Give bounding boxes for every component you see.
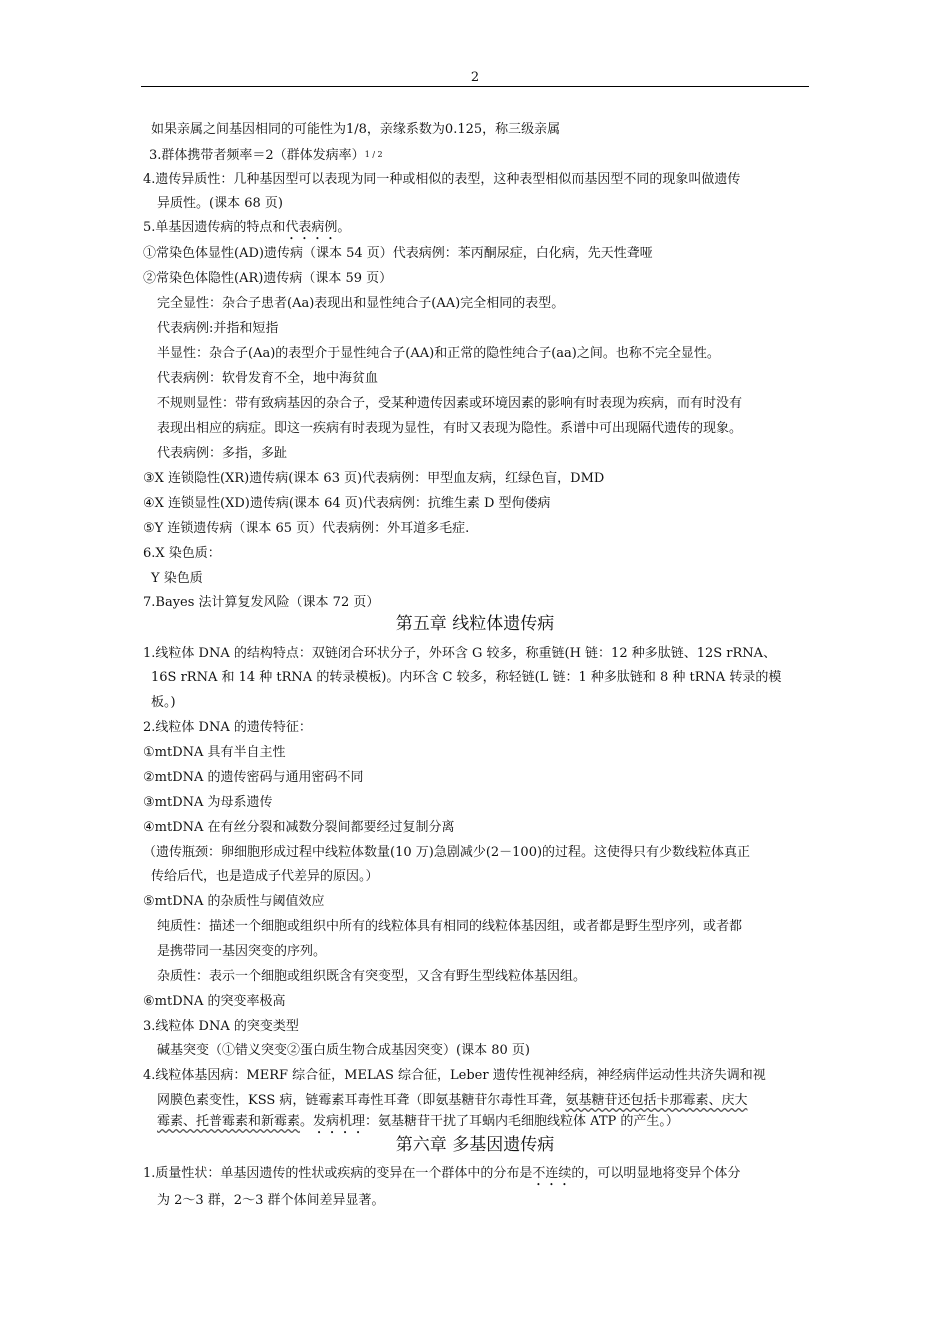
text-span: 。 bbox=[300, 1114, 314, 1129]
text-line: ②常染色体隐性(AR)遗传病（课本 59 页） bbox=[143, 271, 393, 286]
text-line: ④X 连锁显性(XD)遗传病(课本 64 页)代表病例：抗维生素 D 型佝偻病 bbox=[143, 496, 551, 511]
text-line: 为 2～3 群，2～3 群个体间差异显著。 bbox=[157, 1193, 385, 1208]
text-line: 不规则显性：带有致病基因的杂合子，受某种遗传因素或环境因素的影响有时表现为疾病，而有时没有 bbox=[157, 396, 743, 411]
text-line bbox=[143, 219, 350, 243]
page-number: 2 bbox=[470, 70, 480, 85]
text-line: ③mtDNA 为母系遗传 bbox=[143, 795, 273, 810]
text-line: 16S rRNA 和 14 种 tRNA 的转录模板)。内环含 C 较多，称轻链(L 链：1 种多肽链和 8 种 tRNA 转录的模 bbox=[151, 670, 782, 685]
text-line: 表现出相应的病症。即这一疾病有时表现为显性，有时又表现为隐性。系谱中可出现隔代遗传的现象。 bbox=[157, 421, 743, 436]
text-line: ③X 连锁隐性(XR)遗传病(课本 63 页)代表病例：甲型血友病，红绿色盲，DMD bbox=[143, 471, 605, 486]
text-line: 异质性。(课本 68 页) bbox=[157, 196, 283, 211]
text-span: 3.群体携带者频率＝2（群体发病率） bbox=[149, 148, 365, 163]
text-line: 代表病例：多指，多趾 bbox=[157, 446, 288, 461]
superscript: 1 / 2 bbox=[364, 150, 383, 159]
text-line: 板。) bbox=[151, 695, 176, 710]
text-span: ：氨基糖苷干扰了耳蜗内毛细胞线粒体 ATP 的产生。） bbox=[365, 1114, 679, 1129]
text-line: ①mtDNA 具有半自主性 bbox=[143, 745, 286, 760]
text-line: 是携带同一基因突变的序列。 bbox=[157, 944, 327, 959]
text-line: 3.线粒体 DNA 的突变类型 bbox=[143, 1019, 299, 1034]
text-line: ⑤Y 连锁遗传病（课本 65 页）代表病例：外耳道多毛症. bbox=[143, 521, 470, 536]
chapter-heading: 第五章 线粒体遗传病 bbox=[395, 614, 555, 634]
wavy-underlined-text: 霉素、托普霉素和新霉素 bbox=[157, 1114, 301, 1129]
text-line: 1.线粒体 DNA 的结构特点：双链闭合环状分子，外环含 G 较多，称重链(H 链：12 种多肽链、12S rRNA、 bbox=[143, 646, 777, 661]
text-line: 完全显性：杂合子患者(Aa)表现出和显性纯合子(AA)完全相同的表型。 bbox=[157, 296, 565, 311]
text-line: （遗传瓶颈：卵细胞形成过程中线粒体数量(10 万)急剧减少(2－100)的过程。这使得只有少数线粒体真正 bbox=[143, 845, 751, 860]
text-line bbox=[149, 146, 383, 165]
text-line bbox=[157, 1092, 747, 1110]
text-span: 。 bbox=[337, 220, 351, 235]
text-line: 4.遗传异质性：几种基因型可以表现为同一种或相似的表型，这种表型相似而基因型不同的现象叫做遗传 bbox=[143, 172, 741, 187]
text-line: 2.线粒体 DNA 的遗传特征： bbox=[143, 720, 312, 735]
text-line: 杂质性：表示一个细胞或组织既含有突变型，又含有野生型线粒体基因组。 bbox=[157, 969, 587, 984]
header-rule bbox=[141, 86, 809, 87]
text-line: ⑥mtDNA 的突变率极高 bbox=[143, 994, 286, 1009]
wavy-underlined-text: 氨基糖苷还包括卡那霉素、庆大 bbox=[565, 1093, 748, 1108]
text-line: ①常染色体显性(AD)遗传病（课本 54 页）代表病例：苯丙酮尿症，白化病，先天性聋哑 bbox=[143, 246, 653, 261]
text-line: Y 染色质 bbox=[151, 571, 203, 586]
text-line: 6.X 染色质： bbox=[143, 546, 221, 561]
emphasized-text: 发病机理 bbox=[313, 1114, 366, 1129]
text-line: 碱基突变（①错义突变②蛋白质生物合成基因突变）(课本 80 页) bbox=[157, 1043, 530, 1058]
text-span: 网膜色素变性，KSS 病，链霉素耳毒性耳聋（即氨基糖苷尔毒性耳聋， bbox=[157, 1093, 566, 1108]
text-line: 代表病例:并指和短指 bbox=[157, 321, 279, 336]
text-line: ②mtDNA 的遗传密码与通用密码不同 bbox=[143, 770, 364, 785]
text-line: 如果亲属之间基因相同的可能性为1/8，亲缘系数为0.125，称三级亲属 bbox=[151, 122, 561, 137]
text-line: 代表病例：软骨发育不全，地中海贫血 bbox=[157, 371, 379, 386]
emphasized-text: 不连续 bbox=[532, 1166, 572, 1181]
text-span: 1.质量性状：单基因遗传的性状或疾病的变异在一个群体中的分布是 bbox=[143, 1166, 533, 1181]
text-line: 传给后代，也是造成子代差异的原因。） bbox=[151, 869, 379, 884]
text-line: ④mtDNA 在有丝分裂和减数分裂间都要经过复制分离 bbox=[143, 820, 455, 835]
text-line: 4.线粒体基因病：MERF 综合征，MELAS 综合征，Leber 遗传性视神经病，神经病伴运动性共济失调和视 bbox=[143, 1068, 766, 1083]
text-line bbox=[143, 1165, 740, 1189]
text-line: 半显性：杂合子(Aa)的表型介于显性纯合子(AA)和正常的隐性纯合子(aa)之间。也称不完全显性。 bbox=[157, 346, 720, 361]
text-line: ⑤mtDNA 的杂质性与阈值效应 bbox=[143, 894, 325, 909]
text-line: 纯质性：描述一个细胞或组织中所有的线粒体具有相同的线粒体基因组，或者都是野生型序列，或者都 bbox=[157, 919, 743, 934]
chapter-heading: 第六章 多基因遗传病 bbox=[395, 1135, 555, 1155]
text-span: 的，可以明显地将变异个体分 bbox=[571, 1166, 741, 1181]
emphasized-text: 代表病例 bbox=[285, 220, 338, 235]
text-line: 7.Bayes 法计算复发风险（课本 72 页） bbox=[143, 595, 380, 610]
text-span: 5.单基因遗传病的特点和 bbox=[143, 220, 286, 235]
